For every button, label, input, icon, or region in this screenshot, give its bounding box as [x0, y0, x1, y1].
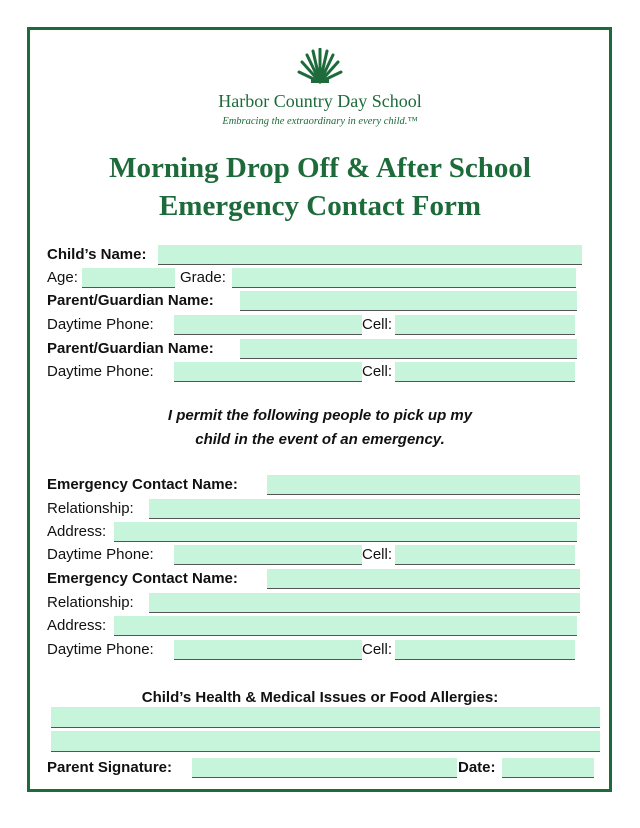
permission-statement-line-1: I permit the following people to pick up my	[167, 407, 473, 424]
parent-1-daytime-phone-label: Daytime Phone:	[47, 316, 154, 333]
child-name-field[interactable]	[158, 245, 582, 265]
emergency-1-relationship-label: Relationship:	[47, 500, 134, 517]
parent-2-name-field[interactable]	[240, 339, 577, 359]
form-title-line-2: Emergency Contact Form	[158, 190, 482, 222]
age-label: Age:	[47, 269, 78, 286]
emergency-1-daytime-phone-field[interactable]	[174, 545, 362, 565]
emergency-1-cell-label: Cell:	[362, 546, 393, 563]
grade-label: Grade:	[180, 269, 226, 286]
parent-2-cell-field[interactable]	[395, 362, 575, 382]
parent-1-name-label: Parent/Guardian Name:	[47, 292, 214, 309]
parent-1-daytime-phone-field[interactable]	[174, 315, 362, 335]
emergency-2-relationship-label: Relationship:	[47, 594, 134, 611]
emergency-1-name-label: Emergency Contact Name:	[47, 476, 238, 493]
parent-signature-label: Parent Signature:	[47, 759, 173, 776]
school-tagline: Embracing the extraordinary in every child.™	[222, 116, 418, 127]
permission-statement-line-2: child in the event of an emergency.	[195, 431, 445, 448]
parent-1-cell-field[interactable]	[395, 315, 575, 335]
form-title-line-1: Morning Drop Off & After School	[109, 152, 531, 184]
emergency-2-cell-field[interactable]	[395, 640, 575, 660]
health-field-line-1[interactable]	[51, 707, 600, 728]
emergency-1-daytime-phone-label: Daytime Phone:	[47, 546, 154, 563]
emergency-2-daytime-phone-label: Daytime Phone:	[47, 641, 154, 658]
emergency-2-name-field[interactable]	[267, 569, 580, 589]
date-label: Date:	[458, 759, 496, 776]
parent-1-name-field[interactable]	[240, 291, 577, 311]
emergency-2-daytime-phone-field[interactable]	[174, 640, 362, 660]
emergency-1-cell-field[interactable]	[395, 545, 575, 565]
emergency-2-address-field[interactable]	[114, 616, 577, 636]
emergency-1-address-field[interactable]	[114, 522, 577, 542]
emergency-2-cell-label: Cell:	[362, 641, 393, 658]
grade-field[interactable]	[232, 268, 576, 288]
parent-2-daytime-phone-label: Daytime Phone:	[47, 363, 154, 380]
date-field[interactable]	[502, 758, 594, 778]
scallop-shell-icon	[293, 48, 347, 84]
parent-1-cell-label: Cell:	[362, 316, 393, 333]
parent-2-cell-label: Cell:	[362, 363, 393, 380]
emergency-2-address-label: Address:	[47, 617, 107, 634]
parent-2-daytime-phone-field[interactable]	[174, 362, 362, 382]
emergency-2-name-label: Emergency Contact Name:	[47, 570, 238, 587]
parent-2-name-label: Parent/Guardian Name:	[47, 340, 214, 357]
emergency-2-relationship-field[interactable]	[149, 593, 580, 613]
child-name-label: Child’s Name:	[47, 246, 147, 263]
health-field-line-2[interactable]	[51, 731, 600, 752]
parent-signature-field[interactable]	[192, 758, 457, 778]
emergency-1-address-label: Address:	[47, 523, 107, 540]
emergency-1-name-field[interactable]	[267, 475, 580, 495]
emergency-1-relationship-field[interactable]	[149, 499, 580, 519]
age-field[interactable]	[82, 268, 175, 288]
school-name: Harbor Country Day School	[218, 91, 422, 111]
health-section-title: Child’s Health & Medical Issues or Food Allergies:	[141, 689, 499, 706]
